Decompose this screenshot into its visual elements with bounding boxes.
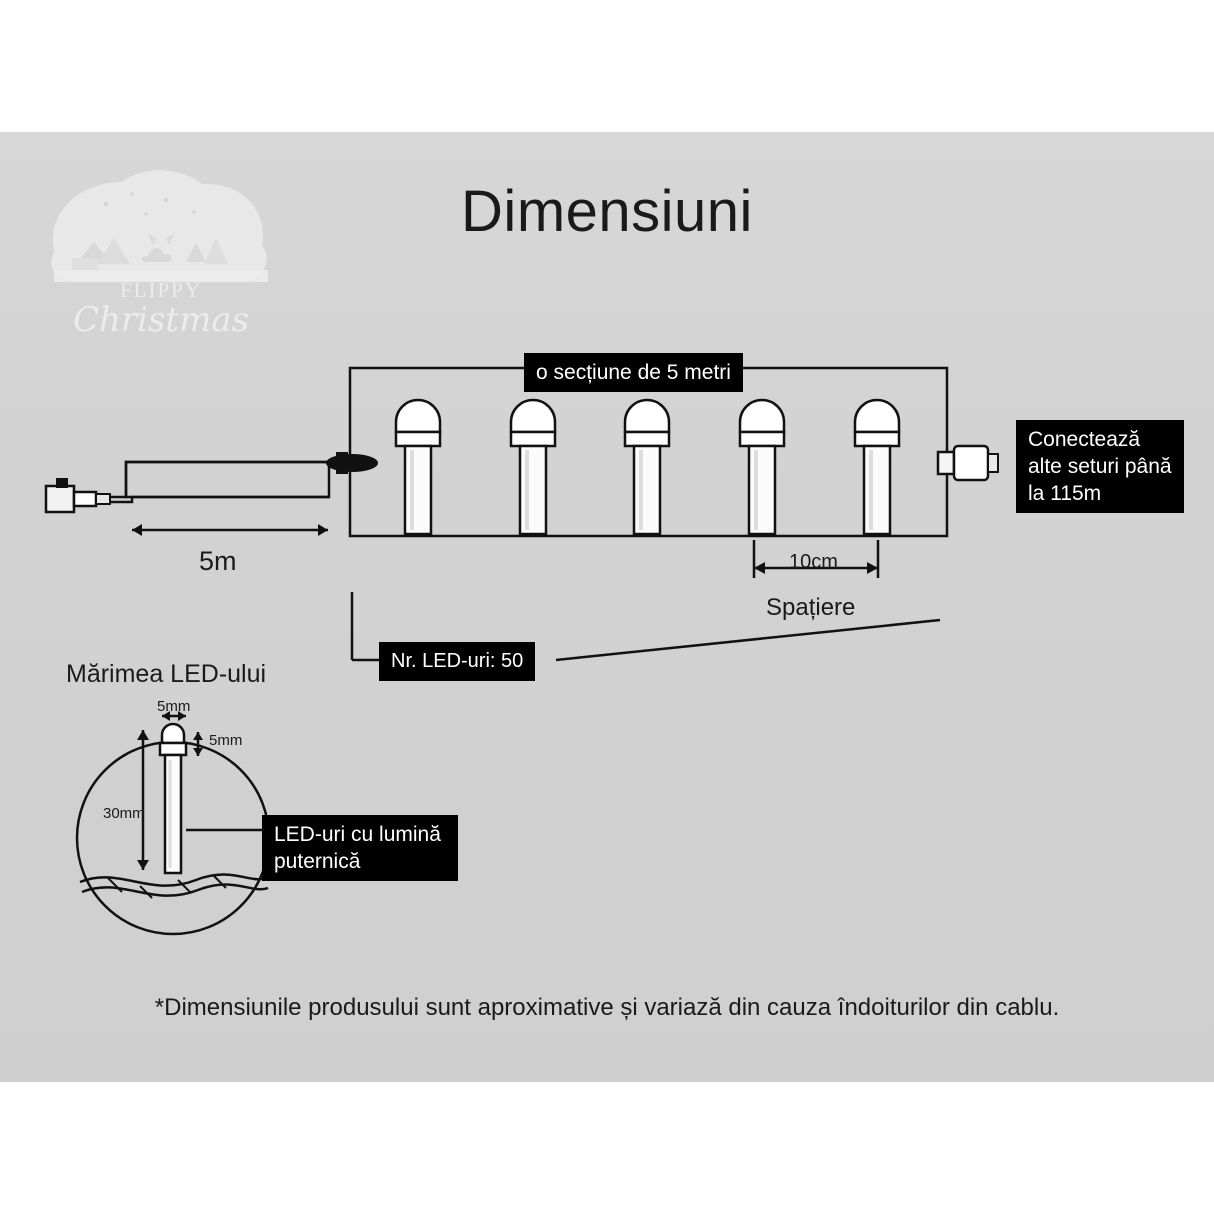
- led-bulb: [396, 400, 440, 534]
- led-width-label: 5mm: [157, 698, 191, 715]
- spacing-caption: Spațiere: [766, 594, 856, 621]
- section-length-label: o secțiune de 5 metri: [524, 353, 743, 392]
- led-height-label: 5mm: [209, 732, 243, 749]
- spacing-value-label: 10cm: [789, 551, 838, 573]
- power-plug-icon: [46, 478, 110, 512]
- led-bulb: [625, 400, 669, 534]
- led-detail-bulb: [160, 724, 186, 873]
- end-connector-icon: [938, 446, 998, 480]
- led-count-label: Nr. LED-uri: 50: [379, 642, 535, 681]
- connect-more-sets-label: Conectează alte seturi până la 115m: [1016, 420, 1184, 513]
- bright-led-label: LED-uri cu lumină puternică: [262, 815, 458, 881]
- footnote-text: *Dimensiunile produsului sunt aproximative și variază din cauza îndoiturilor din cablu.: [154, 994, 1060, 1021]
- led-size-heading: Mărimea LED-ului: [66, 660, 267, 688]
- led-bulb: [511, 400, 555, 534]
- lead-length-label: 5m: [199, 546, 237, 576]
- brand-name-primary: FLIPPY: [119, 278, 203, 302]
- brand-name-secondary: Christmas: [72, 300, 250, 340]
- led-bulb: [740, 400, 784, 534]
- led-bulb: [855, 400, 899, 534]
- led-length-label: 30mm: [103, 805, 145, 822]
- page-title: Dimensiuni: [461, 179, 753, 244]
